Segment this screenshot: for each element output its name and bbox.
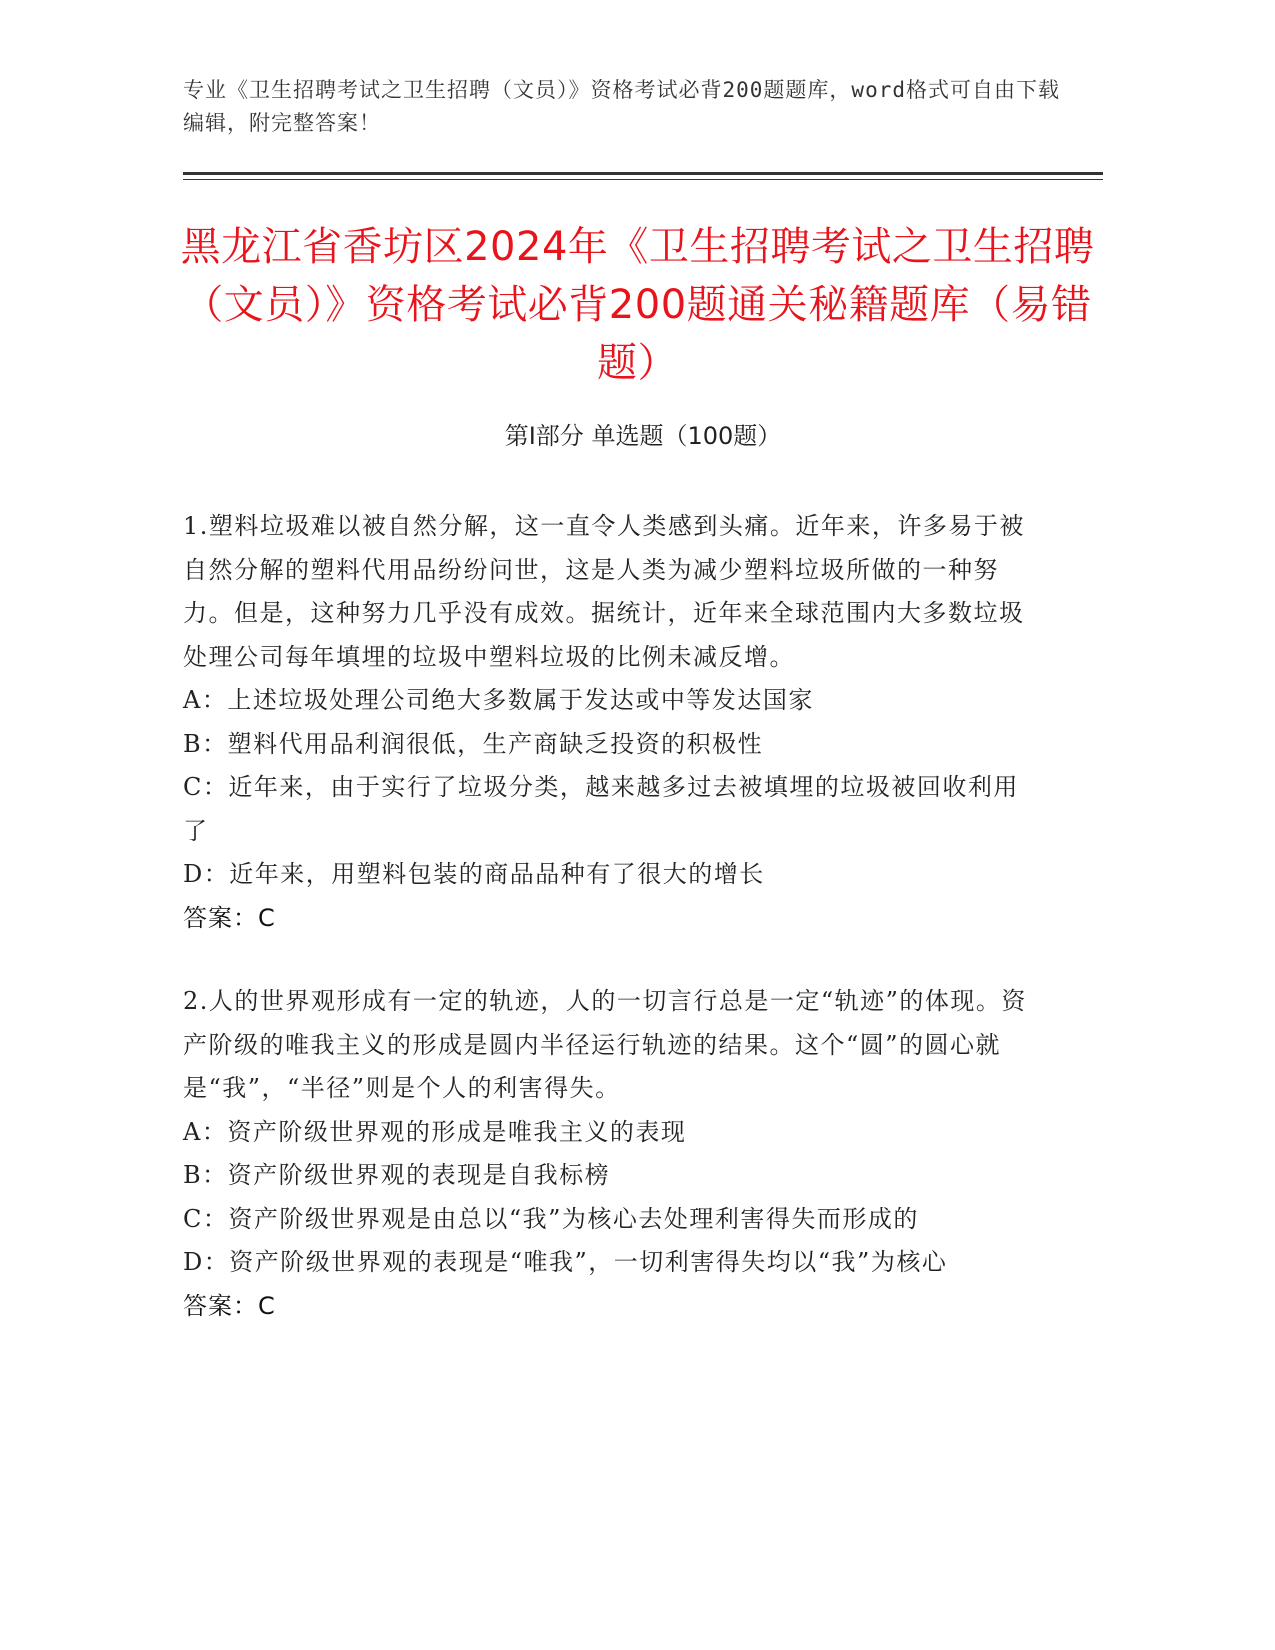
section-title: 第Ⅰ部分 单选题（100题） xyxy=(504,422,782,450)
question-item xyxy=(183,505,1033,940)
document-title: 黑龙江省香坊区2024年《卫生招聘考试之卫生招聘（文员）》资格考试必背200题通关秘籍题库（易错题） xyxy=(180,224,1095,386)
question-stem: 1.塑料垃圾难以被自然分解，这一直令人类感到头痛。近年来，许多易于被自然分解的塑料代用品纷纷问世，这是人类为减少塑料垃圾所做的一种努力。但是，这种努力几乎没有成效。据统计，近年来全球范围内大多数垃圾处理公司每年填埋的垃圾中塑料垃圾的比例未减反增。 xyxy=(183,512,1025,671)
option-a: A：上述垃圾处理公司绝大多数属于发达或中等发达国家 xyxy=(183,686,814,714)
option-b: B：塑料代用品利润很低，生产商缺乏投资的积极性 xyxy=(183,729,764,758)
option-c: C：近年来，由于实行了垃圾分类，越来越多过去被填埋的垃圾被回收利用了 xyxy=(183,773,1019,845)
question-stem: 2.人的世界观形成有一定的轨迹，人的一切言行总是一定“轨迹”的体现。资产阶级的唯我主义的形成是圆内半径运行轨迹的结果。这个“圆”的圆心就是“我”，“半径”则是个人的利害得失。 xyxy=(183,987,1027,1102)
question-item xyxy=(183,980,1033,1328)
header-divider-thick xyxy=(183,172,1103,175)
option-b: B：资产阶级世界观的表现是自我标榜 xyxy=(183,1161,611,1189)
option-a: A：资产阶级世界观的形成是唯我主义的表现 xyxy=(183,1117,687,1146)
question-answer: 答案：C xyxy=(183,903,276,932)
option-d: D：近年来，用塑料包装的商品品种有了很大的增长 xyxy=(183,860,765,888)
header-divider-thin xyxy=(183,179,1103,180)
question-list xyxy=(183,505,1033,1368)
option-c: C：资产阶级世界观是由总以“我”为核心去处理利害得失而形成的 xyxy=(183,1204,919,1233)
option-d: D：资产阶级世界观的表现是“唯我”，一切利害得失均以“我”为核心 xyxy=(183,1248,948,1276)
question-answer: 答案：C xyxy=(183,1291,276,1320)
header-note: 专业《卫生招聘考试之卫生招聘（文员）》资格考试必背200题题库，word格式可自由下载编辑，附完整答案！ xyxy=(183,78,1060,135)
